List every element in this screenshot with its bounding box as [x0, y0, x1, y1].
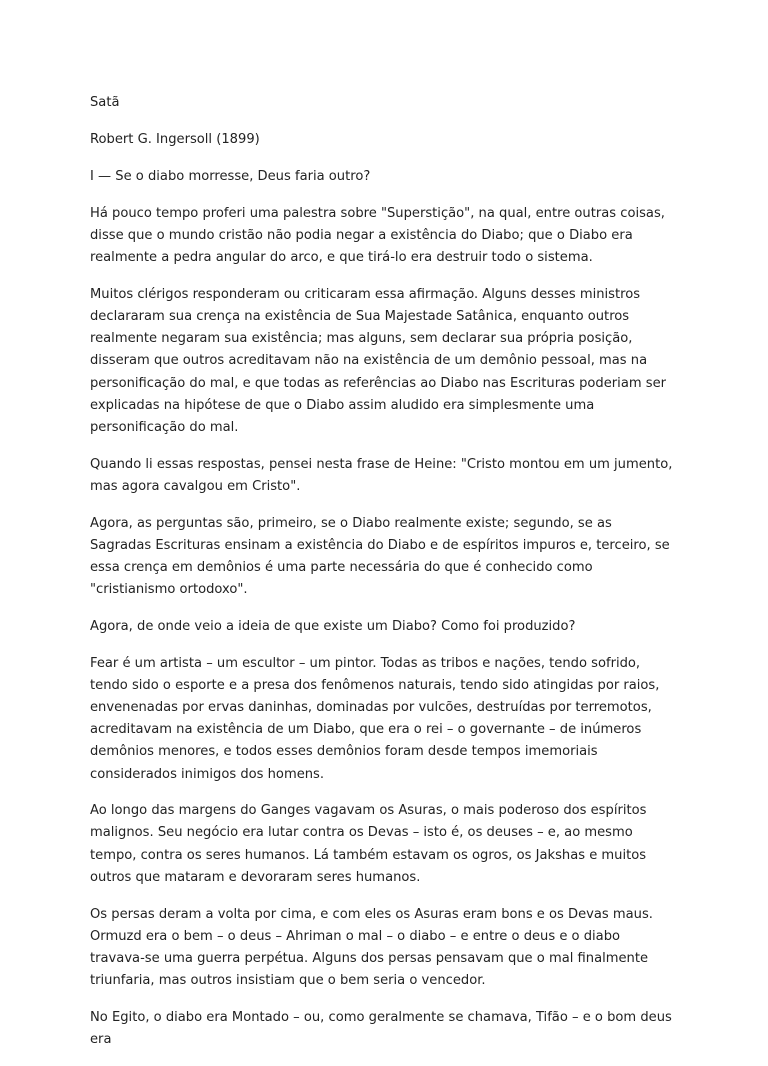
paragraph: Quando li essas respostas, pensei nesta frase de Heine: "Cristo montou em um jumento, mas agora cavalgou em Cristo".: [90, 456, 673, 494]
paragraph: Os persas deram a volta por cima, e com eles os Asuras eram bons e os Devas maus. Ormuzd era o bem – o deus – Ahriman o mal – o diabo – e entre o deus e o diabo travava-se uma guerra perpétua. Alguns dos persas pensavam que o mal finalmente triunfaria, mas outros insistiam que o bem seria o vencedor.: [90, 906, 653, 989]
paragraph: No Egito, o diabo era Montado – ou, como geralmente se chamava, Tifão – e o bom deus era: [90, 1009, 672, 1048]
paragraph: Muitos clérigos responderam ou criticaram essa afirmação. Alguns desses ministros declararam sua crença na existência de Sua Majestade Satânica, enquanto outros realmente negaram sua existência; mas alguns, sem declarar sua própria posição, disseram que outros acreditavam não na existência de um demônio pessoal, mas na personificação do mal, e que todas as referências ao Diabo nas Escrituras poderiam ser explicadas na hipótese de que o Diabo assim aludido era simplesmente uma personificação do mal.: [90, 286, 667, 435]
paragraph: Há pouco tempo proferi uma palestra sobre "Superstição", na qual, entre outras coisas, disse que o mundo cristão não podia negar a existência do Diabo; que o Diabo era realmente a pedra angular do arco, e que tirá-lo era destruir todo o sistema.: [90, 205, 665, 266]
document-title: Satã: [90, 95, 120, 110]
section-heading: I — Se o diabo morresse, Deus faria outro?: [90, 168, 371, 184]
paragraph: Fear é um artista – um escultor – um pintor. Todas as tribos e nações, tendo sofrido, tendo sido o esporte e a presa dos fenômenos naturais, tendo sido atingidas por raios, envenenadas por ervas daninhas, dominadas por vulcões, destruídas por terremotos, acreditavam na existência de um Diabo, que era o rei – o governante – de inúmeros demônios menores, e todos esses demônios foram desde tempos imemoriais considerados inimigos dos homens.: [90, 655, 660, 782]
paragraph: Ao longo das margens do Ganges vagavam os Asuras, o mais poderoso dos espíritos malignos. Seu negócio era lutar contra os Devas – isto é, os deuses – e, ao mesmo tempo, contra os seres humanos. Lá também estavam os ogros, os Jakshas e muitos outros que mataram e devoraram seres humanos.: [90, 803, 647, 885]
paragraph: Agora, as perguntas são, primeiro, se o Diabo realmente existe; segundo, se as Sagradas Escrituras ensinam a existência do Diabo e de espíritos impuros e, terceiro, se essa crença em demônios é uma parte necessária do que é conhecido como "cristianismo ortodoxo".: [90, 515, 670, 598]
document-author: Robert G. Ingersoll (1899): [90, 132, 260, 148]
document-page: [90, 92, 675, 1066]
paragraph: Agora, de onde veio a ideia de que existe um Diabo? Como foi produzido?: [90, 618, 576, 634]
